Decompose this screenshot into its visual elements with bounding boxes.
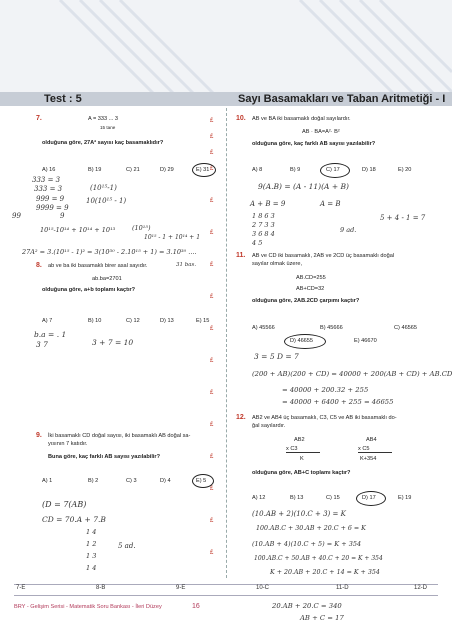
answer-option[interactable]: B) 2: [88, 478, 99, 484]
handwriting: 27A² = 3.(10¹⁵ - 1)² = 3(10³⁰ - 2.10¹⁵ + 1) = 3.10³⁰ ....: [22, 248, 197, 256]
test-title: Test : 5: [44, 93, 82, 105]
handwriting: (D = 7(AB): [42, 500, 87, 509]
answer-option[interactable]: C) 12: [126, 318, 140, 324]
handwriting: 3 + 7 = 10: [92, 338, 134, 347]
handwriting: 20.AB + 20.C = 340: [272, 602, 342, 610]
handwriting: (10.AB + 4)(10.C + 5) = K + 354: [252, 540, 362, 548]
handwriting: b.a = . 1: [34, 330, 67, 339]
column-marker: £: [210, 294, 214, 300]
handwriting: (10¹⁵-1): [90, 184, 117, 192]
handwriting: 9 ad.: [340, 226, 357, 234]
answer-option[interactable]: E) 15: [196, 318, 210, 324]
answer-option[interactable]: D) 46655: [290, 338, 314, 344]
handwriting: 3 6 8 4: [252, 230, 275, 238]
handwriting: 3 7: [36, 340, 48, 349]
column-marker: £: [210, 550, 214, 556]
handwriting: CD = 70.A + 7.B: [42, 515, 106, 524]
answer-option[interactable]: E) 19: [398, 495, 412, 501]
column-marker: £: [210, 358, 214, 364]
q11-expression: AB+CD=32: [296, 286, 325, 292]
answer-option[interactable]: E) 20: [398, 167, 412, 173]
handwriting: 99: [12, 212, 21, 220]
column-marker: £: [210, 262, 214, 268]
q12-mult2-multiplier: x C5: [358, 446, 392, 453]
handwriting: 1 3: [86, 552, 97, 560]
handwriting: 5 + 4 - 1 = 7: [380, 214, 426, 222]
column-divider: [226, 108, 227, 578]
column-marker: £: [210, 230, 214, 236]
question-number: 10.: [236, 115, 246, 122]
answer-option[interactable]: E) 31: [196, 167, 210, 173]
handwriting: 9999 = 9: [36, 204, 69, 212]
answer-option[interactable]: D) 4: [160, 478, 171, 484]
q9-line: yısının 7 katıdır.: [48, 441, 88, 447]
q7-expression: A = 333 ... 3: [88, 116, 119, 122]
handwriting: 333 = 3: [32, 176, 61, 184]
answer-option[interactable]: A) 7: [42, 318, 53, 324]
q10-prompt: olduğuna göre, kaç farklı AB sayısı yazılabilir?: [252, 141, 376, 147]
q8-text: ab ve ba iki basamaklı birer asal sayıdır.: [48, 263, 148, 269]
answer-key-item: 8-B: [96, 585, 106, 591]
q8-prompt: olduğuna göre, a+b toplamı kaçtır?: [42, 287, 136, 293]
answer-option[interactable]: C) 15: [326, 495, 340, 501]
footer-text: BRY - Gelişim Serisi - Matematik Soru Bankası - İleri Düzey: [14, 604, 162, 610]
answer-circle: [192, 474, 214, 488]
q12-mult1-top: AB2: [294, 437, 305, 443]
handwriting: A + B = 9: [250, 200, 286, 208]
answer-option[interactable]: A) 8: [252, 167, 263, 173]
handwriting: 1 4: [86, 564, 97, 572]
handwriting: = 40000 + 200.32 + 255: [282, 386, 369, 394]
handwriting: 9: [60, 212, 65, 220]
q11-expression: AB.CD=255: [296, 275, 326, 281]
handwriting: A = B: [320, 200, 341, 208]
page-number: 16: [192, 603, 200, 610]
q12-line: AB2 ve AB4 üç basamaklı, C3, C5 ve AB iki basamaklı do-: [252, 415, 397, 421]
handwriting: 3 = 5 D = 7: [254, 352, 299, 361]
header-pattern: [0, 0, 452, 104]
column-marker: £: [210, 454, 214, 460]
chapter-title: Sayı Basamakları ve Taban Aritmetiği - I: [238, 93, 446, 105]
question-number: 9.: [36, 432, 42, 439]
q12-mult1-result: K: [300, 456, 304, 462]
column-marker: £: [210, 118, 214, 124]
answer-option[interactable]: D) 18: [362, 167, 376, 173]
question-number: 7.: [36, 115, 42, 122]
answer-option[interactable]: D) 17: [362, 495, 376, 501]
answer-option[interactable]: D) 13: [160, 318, 174, 324]
handwriting: 10¹⁵-10¹⁴ + 10¹⁴ + 10¹³: [40, 226, 116, 234]
answer-option[interactable]: D) 29: [160, 167, 174, 173]
column-marker: £: [210, 134, 214, 140]
handwriting: (200 + AB)(200 + CD) = 40000 + 200(AB + CD) + AB.CD: [252, 370, 452, 378]
answer-option[interactable]: B) 13: [290, 495, 304, 501]
handwriting: AB + C = 17: [300, 614, 344, 622]
handwriting: 10(10¹⁵ - 1): [86, 197, 127, 205]
q10-expression: AB · BA=A²· B²: [302, 129, 340, 135]
handwriting: 10¹⁵ - 1 + 10¹⁴ + 1: [144, 234, 201, 241]
q10-text: AB ve BA iki basamaklı doğal sayılardır.: [252, 116, 351, 122]
answer-option[interactable]: A) 12: [252, 495, 266, 501]
handwriting: 100.AB.C + 30.AB + 20.C + 6 = K: [256, 525, 366, 532]
answer-circle: [284, 334, 326, 349]
answer-circle: [192, 163, 216, 177]
handwriting: 1 8 6 3: [252, 212, 275, 220]
q7-expression-note: 15 tane: [100, 125, 116, 130]
handwriting: (10¹⁵): [132, 224, 151, 232]
q8-expression: ab.ba=2701: [92, 276, 122, 282]
column-marker: £: [210, 422, 214, 428]
answer-option[interactable]: C) 3: [126, 478, 137, 484]
question-number: 8.: [36, 262, 42, 269]
handwriting: 333 = 3: [34, 185, 63, 193]
answer-option[interactable]: A) 45566: [252, 325, 275, 331]
answer-key-item: 11-D: [336, 585, 349, 591]
handwriting: 2 7 3 3: [252, 221, 275, 229]
q12-mult1-multiplier: x C3: [286, 446, 320, 453]
column-marker: £: [210, 166, 214, 172]
answer-key-item: 9-E: [176, 585, 186, 591]
answer-option[interactable]: B) 9: [290, 167, 301, 173]
q12-prompt: olduğuna göre, AB+C toplamı kaçtır?: [252, 470, 351, 476]
column-marker: £: [210, 326, 214, 332]
answer-key-bar: [14, 584, 438, 596]
answer-option[interactable]: B) 10: [88, 318, 102, 324]
column-marker: £: [210, 486, 214, 492]
answer-option[interactable]: C) 21: [126, 167, 140, 173]
answer-option[interactable]: B) 45666: [320, 325, 343, 331]
q11-line: AB ve CD iki basamaklı, 2AB ve 2CD üç basamaklı doğal: [252, 253, 395, 259]
handwriting: 31 bas.: [176, 262, 197, 268]
handwriting: 5 ad.: [118, 542, 136, 550]
q12-line: ğal sayılardır.: [252, 423, 286, 429]
answer-option[interactable]: B) 19: [88, 167, 102, 173]
answer-key-item: 12-D: [414, 585, 428, 591]
q11-prompt: olduğuna göre, 2AB.2CD çarpımı kaçtır?: [252, 298, 360, 304]
question-number: 11.: [236, 252, 246, 259]
answer-option[interactable]: E) 5: [196, 478, 207, 484]
answer-key-item: 10-C: [256, 585, 270, 591]
answer-option[interactable]: A) 16: [42, 167, 56, 173]
question-number: 12.: [236, 414, 246, 421]
answer-option[interactable]: C) 17: [326, 167, 340, 173]
column-marker: £: [210, 518, 214, 524]
answer-option[interactable]: C) 46565: [394, 325, 418, 331]
q11-line: sayılar olmak üzere,: [252, 261, 303, 267]
handwriting: = 40000 + 6400 + 255 = 46655: [282, 398, 394, 406]
q9-line: İki basamaklı CD doğal sayısı, iki basamaklı AB doğal sa-: [48, 433, 191, 439]
q12-mult2-result: K+354: [360, 456, 377, 462]
answer-circle: [356, 491, 386, 506]
q12-mult2-top: AB4: [366, 437, 377, 443]
answer-key-item: 7-E: [16, 585, 26, 591]
handwriting: (10.AB + 2)(10.C + 3) = K: [252, 510, 346, 518]
column-marker: £: [210, 150, 214, 156]
answer-option[interactable]: E) 46670: [354, 338, 377, 344]
answer-circle: [320, 163, 350, 178]
handwriting: 100.AB.C + 50.AB + 40.C + 20 = K + 354: [254, 555, 383, 562]
handwriting: 4 5: [252, 239, 263, 247]
handwriting: K + 20.AB + 20.C + 14 = K + 354: [270, 569, 380, 576]
q9-prompt: Buna göre, kaç farklı AB sayısı yazılabilir?: [48, 454, 161, 460]
q7-prompt: olduğuna göre, 27A² sayısı kaç basamaklıdır?: [42, 140, 164, 146]
answer-option[interactable]: A) 1: [42, 478, 53, 484]
handwriting: 1 2: [86, 540, 97, 548]
handwriting: 999 = 9: [36, 195, 65, 203]
handwriting: 1 4: [86, 528, 97, 536]
column-marker: £: [210, 390, 214, 396]
handwriting: 9(A.B) = (A - 11)(A + B): [258, 182, 349, 191]
column-marker: £: [210, 198, 214, 204]
